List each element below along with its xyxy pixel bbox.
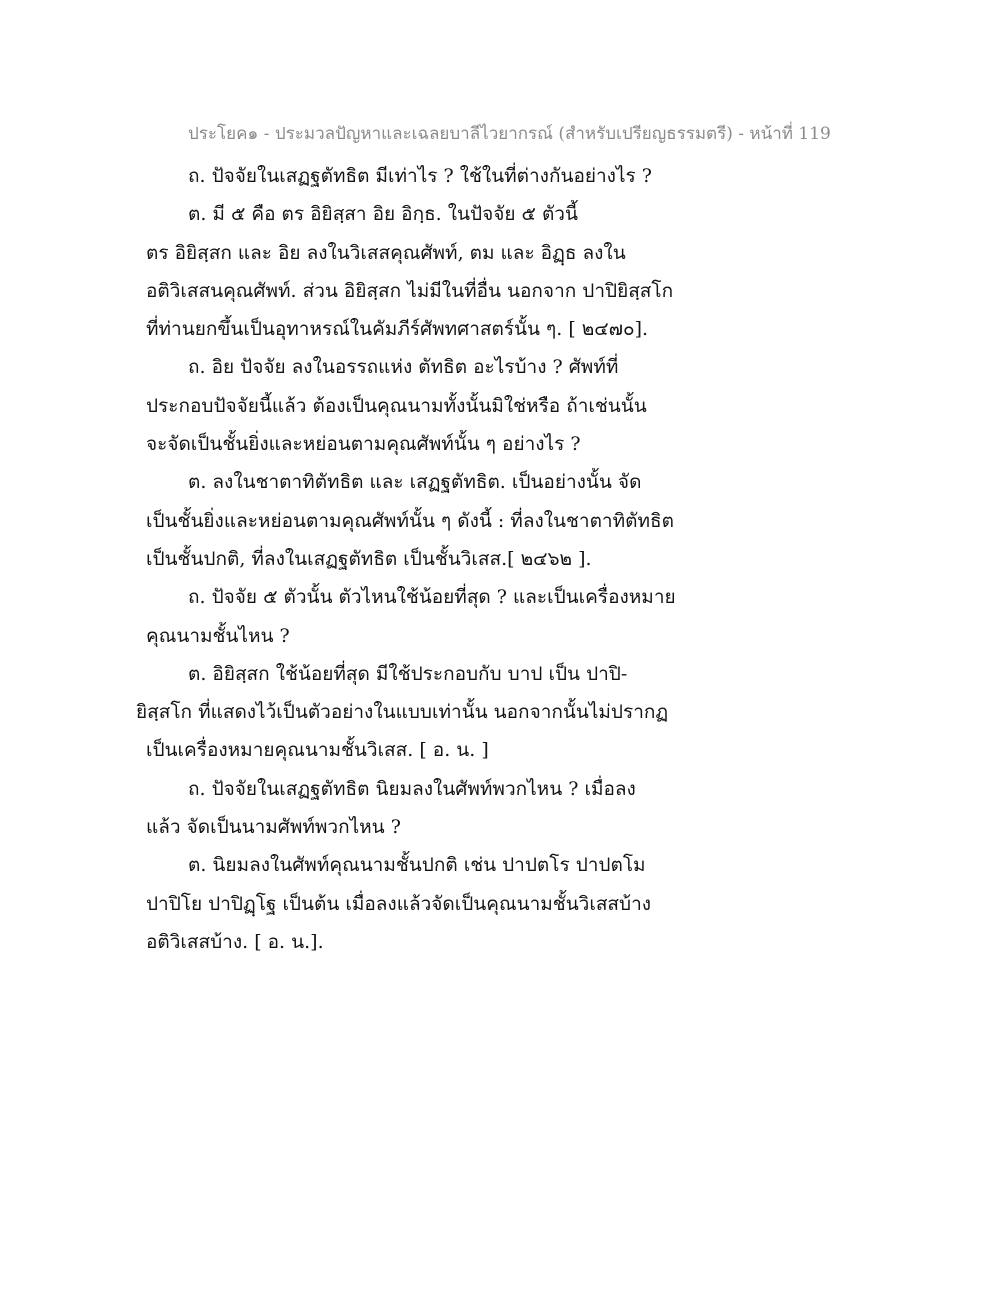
- body-line: เป็นเครื่องหมายคุณนามชั้นวิเสส. [ อ. น. ]: [146, 739, 489, 762]
- answer-line: ต. ลงในชาตาทิตัทธิต และ เสฏฐตัทธิต. เป็นอย่างนั้น จัด: [188, 471, 642, 494]
- body-line: ยิสฺสโก ที่แสดงไว้เป็นตัวอย่างในแบบเท่านั้น นอกจากนั้นไม่ปรากฏ: [136, 701, 669, 724]
- body-line: จะจัดเป็นชั้นยิ่งและหย่อนตามคุณศัพท์นั้น ๆ อย่างไร ?: [146, 433, 581, 456]
- answer-line: ต. อิยิสฺสก ใช้น้อยที่สุด มีใช้ประกอบกับ บาป เป็น ปาปิ-: [188, 662, 628, 685]
- body-line: เป็นชั้นยิ่งและหย่อนตามคุณศัพท์นั้น ๆ ดังนี้ : ที่ลงในชาตาทิตัทธิต: [146, 509, 674, 532]
- body-line: อติวิเสสนคุณศัพท์. ส่วน อิยิสฺสก ไม่มีในที่อื่น นอกจาก ปาปิยิสฺสโก: [146, 279, 674, 302]
- body-line: แล้ว จัดเป็นนามศัพท์พวกไหน ?: [146, 816, 401, 839]
- question-line: ถ. ปัจจัย ๕ ตัวนั้น ตัวไหนใช้น้อยที่สุด ? และเป็นเครื่องหมาย: [188, 586, 676, 609]
- body-line: ตร อิยิสฺสก และ อิย ลงในวิเสสคุณศัพท์, ตม และ อิฏฺธ ลงใน: [146, 241, 626, 264]
- page-header: ประโยค๑ - ประมวลปัญหาและเฉลยบาลีไวยากรณ์ (สำหรับเปรียญธรรมตรี) - หน้าที่ 119: [188, 124, 831, 144]
- answer-line: ต. มี ๕ คือ ตร อิยิสฺสา อิย อิกฺธ. ในปัจจัย ๕ ตัวนี้: [188, 203, 578, 226]
- body-line: คุณนามชั้นไหน ?: [146, 624, 290, 647]
- body-line: เป็นชั้นปกติ, ที่ลงในเสฏฐตัทธิต เป็นชั้นวิเสส.[ ๒๔๖๒ ].: [146, 547, 592, 570]
- body-line: ปาปิโย ปาปิฏฺโฐ เป็นต้น เมื่อลงแล้วจัดเป็นคุณนามชั้นวิเสสบ้าง: [146, 892, 652, 915]
- document-body: [136, 157, 866, 961]
- answer-line: ต. นิยมลงในศัพท์คุณนามชั้นปกติ เช่น ปาปตโร ปาปตโม: [188, 854, 646, 877]
- question-line: ถ. ปัจจัยในเสฏฐตัทธิต นิยมลงในศัพท์พวกไหน ? เมื่อลง: [188, 777, 636, 800]
- question-line: ถ. อิย ปัจจัย ลงในอรรถแห่ง ตัทธิต อะไรบ้าง ? ศัพท์ที่: [188, 356, 619, 379]
- question-line: ถ. ปัจจัยในเสฏฐตัทธิต มีเท่าไร ? ใช้ในที่ต่างกันอย่างไร ?: [188, 165, 652, 187]
- body-line: ประกอบปัจจัยนี้แล้ว ต้องเป็นคุณนามทั้งนั้นมิใช่หรือ ถ้าเช่นนั้น: [146, 394, 647, 417]
- body-line: ที่ท่านยกขึ้นเป็นอุทาหรณ์ในคัมภีร์ศัพทศาสตร์นั้น ๆ. [ ๒๔๗๐].: [146, 318, 649, 341]
- body-line: อติวิเสสบ้าง. [ อ. น.].: [146, 930, 324, 953]
